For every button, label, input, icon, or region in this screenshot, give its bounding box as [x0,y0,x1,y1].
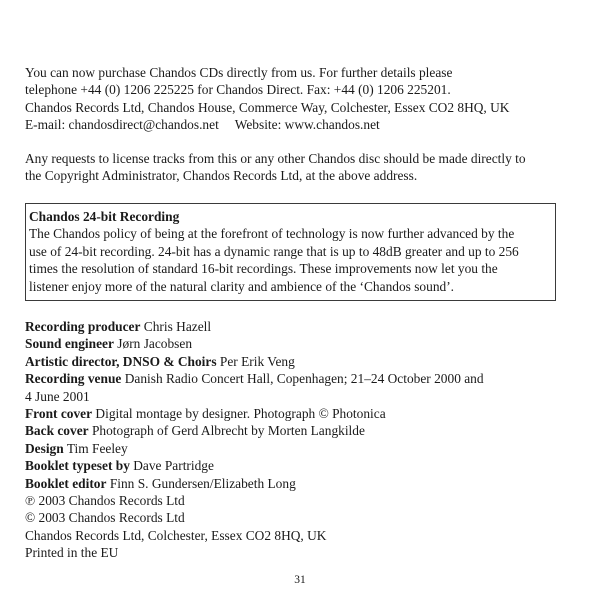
credit-value: Chris Hazell [143,319,212,334]
purchase-address: Chandos Records Ltd, Chandos House, Commerce Way, Colchester, Essex CO2 8HQ, UK [25,99,510,115]
credit-label: Recording venue [25,371,122,387]
credit-label: Artistic director, DNSO & Choirs [25,353,217,369]
credit-line [25,422,580,439]
page-number: 31 [294,574,306,586]
purchase-line: telephone +44 (0) 1206 225225 for Chandos Direct. Fax: +44 (0) 1206 225201. [25,82,451,98]
credit-value: 4 June 2001 [25,388,90,404]
credit-value: Tim Feeley [66,440,128,456]
purchase-line: You can now purchase Chandos CDs directly from us. For further details please [25,65,453,80]
box-line: use of 24-bit recording. 24-bit has a dynamic range that is up to 48dB greater and up to 256 [29,243,519,259]
credit-value: Finn S. Gundersen/Elizabeth Long [109,475,296,491]
credit-line [25,544,580,561]
license-line: Any requests to license tracks from this or any other Chandos disc should be made directly to [25,151,526,166]
credit-line [25,335,580,352]
credit-line [25,527,580,544]
credit-value: Chandos Records Ltd, Colchester, Essex CO2 8HQ, UK [25,527,327,543]
box-line: listener enjoy more of the natural clarity and ambience of the ‘Chandos sound’. [29,278,455,294]
credit-value: Danish Radio Concert Hall, Copenhagen; 21–24 October 2000 and [124,371,484,387]
credit-value: © 2003 Chandos Records Ltd [25,510,185,526]
box-line: The Chandos policy of being at the forefront of technology is now further advanced by the [29,226,515,242]
credit-line [25,457,580,474]
credit-line [25,492,580,509]
credit-label: Recording producer [25,319,141,334]
credit-value: Digital montage by designer. Photograph © Photonica [95,406,386,422]
credit-line [25,405,580,422]
credit-value: Printed in the EU [25,545,119,561]
credit-line [25,440,580,457]
credit-value: Jørn Jacobsen [117,336,193,352]
purchase-info [25,64,580,134]
credit-line [25,388,580,405]
credit-value: ℗ 2003 Chandos Records Ltd [25,493,185,509]
recording-24bit-box [25,203,556,301]
credit-label: Front cover [25,406,93,422]
credit-label: Back cover [25,423,89,439]
box-title: Chandos 24-bit Recording [29,209,180,224]
credit-label: Sound engineer [25,336,114,352]
credit-line [25,370,580,387]
credit-value: Dave Partridge [133,458,214,474]
credit-line [25,318,580,335]
purchase-contact [25,116,580,133]
box-line: times the resolution of standard 16-bit recordings. These improvements now let you the [29,261,498,277]
credit-value: Per Erik Veng [219,353,295,369]
license-info [25,150,580,185]
credit-label: Booklet editor [25,475,107,491]
credit-label: Design [25,440,64,456]
email-text: E-mail: chandosdirect@chandos.net [25,117,219,133]
license-line: the Copyright Administrator, Chandos Records Ltd, at the above address. [25,168,418,184]
credit-value: Photograph of Gerd Albrecht by Morten Langkilde [91,423,365,439]
credits-list [25,318,580,562]
credit-line [25,353,580,370]
website-text: Website: www.chandos.net [234,117,380,133]
credit-line [25,475,580,492]
credit-line [25,509,580,526]
credit-label: Booklet typeset by [25,458,130,474]
